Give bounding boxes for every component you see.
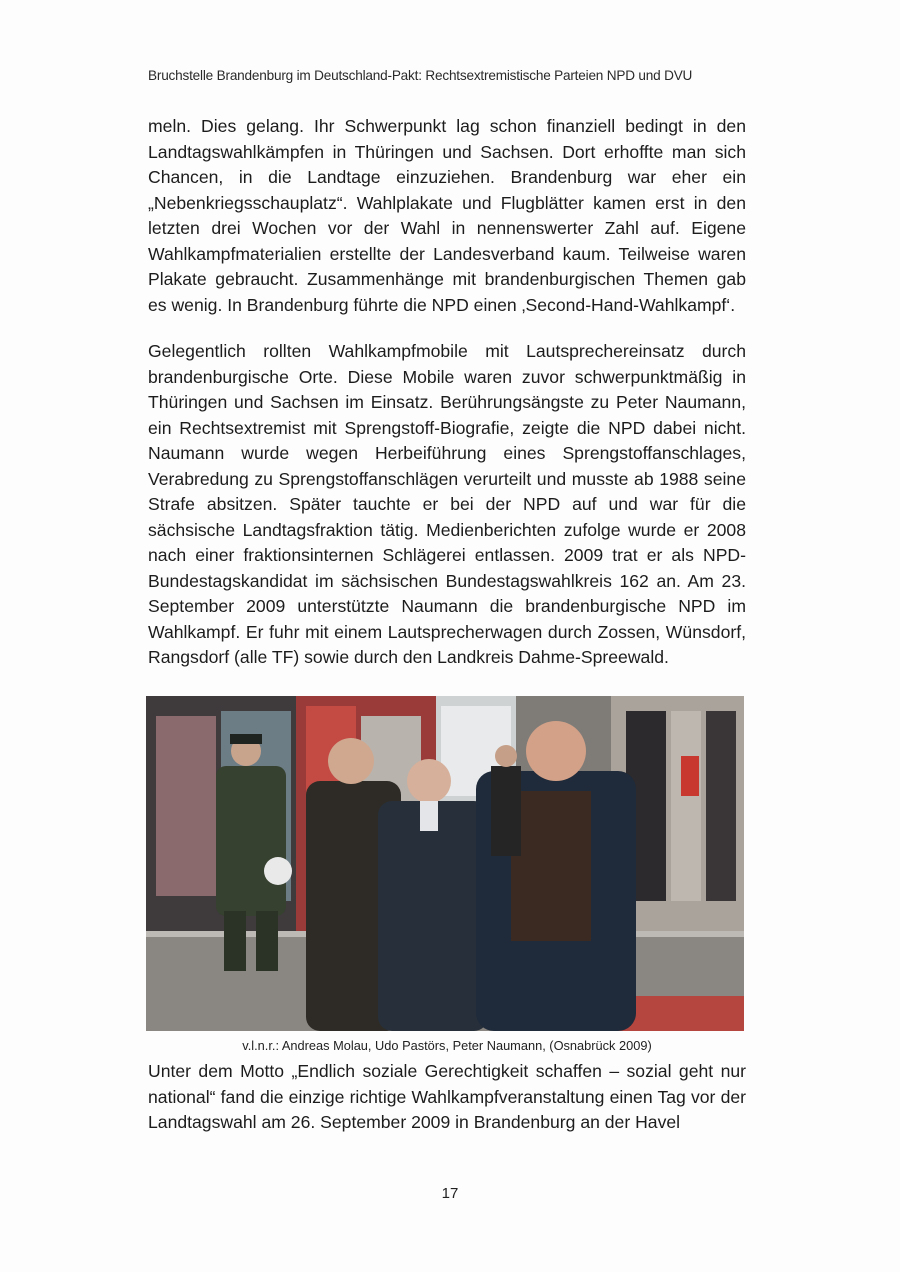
body-paragraph-2: Gelegentlich rollten Wahlkampfmobile mit Lautsprechereinsatz durch brandenburgische Orte. Diese Mobile waren zuvor schwerpunktmäßig in Thüringen und Sachsen im Einsatz. Berührungsängste zu Peter Naumann, ein Rechtsextremist mit Sprengstoff-Biografie, zeigte die NPD dabei nicht. Naumann wurde wegen Herbeiführung eines Sprengstoffanschlages, Verabredung zu Sprengstoffanschlägen verurteilt und musste ab 1988 seine Strafe absitzen. Später tauchte er bei der NPD auf und war für die sächsische Landtagsfraktion tätig. Medienberichten zufolge wurde er 2008 nach einer fraktionsinternen Schlägerei entlassen. 2009 trat er als NPD-Bundestagskandidat im sächsischen Bundestagswahlkreis 162 an. Am 23. September 2009 unterstützte Naumann die brandenburgische NPD im Wahlkampf. Er fuhr mit einem Lautsprecherwagen durch Zossen, Wünsdorf, Rangsdorf (alle TF) sowie durch den Landkreis Dahme-Spreewald.	[148, 341, 746, 667]
page-number: 17	[441, 1185, 459, 1202]
body-paragraph-1: meln. Dies gelang. Ihr Schwerpunkt lag schon finanziell bedingt in den Landtagswahlkämpfen in Thüringen und Sachsen. Dort erhoffte man sich Chancen, in die Landtage einzuziehen. Brandenburg war eher ein „Nebenkriegsschauplatz“. Wahlplakate und Flugblätter kamen erst in den letzten drei Wochen vor der Wahl in nennenswerter Zahl auf. Eigene Wahlkampfmaterialien erstellte der Landesverband kaum. Teilweise waren Plakate gebraucht. Zusammenhänge mit brandenburgischen Themen gab es wenig. In Brandenburg führte die NPD einen ‚Second-Hand-Wahlkampf‘.	[148, 116, 746, 315]
photo-caption: v.l.n.r.: Andreas Molau, Udo Pastörs, Peter Naumann, (Osnabrück 2009)	[242, 1038, 652, 1053]
running-header: Bruchstelle Brandenburg im Deutschland-Pakt: Rechtsextremistische Parteien NPD und DVU	[148, 68, 693, 83]
street-photo	[146, 696, 744, 1031]
body-paragraph-3: Unter dem Motto „Endlich soziale Gerechtigkeit schaffen – sozial geht nur national“ fand die einzige richtige Wahlkampfveranstaltung einen Tag vor der Landtagswahl am 26. September 2009 in Brandenburg an der Havel	[148, 1061, 746, 1132]
